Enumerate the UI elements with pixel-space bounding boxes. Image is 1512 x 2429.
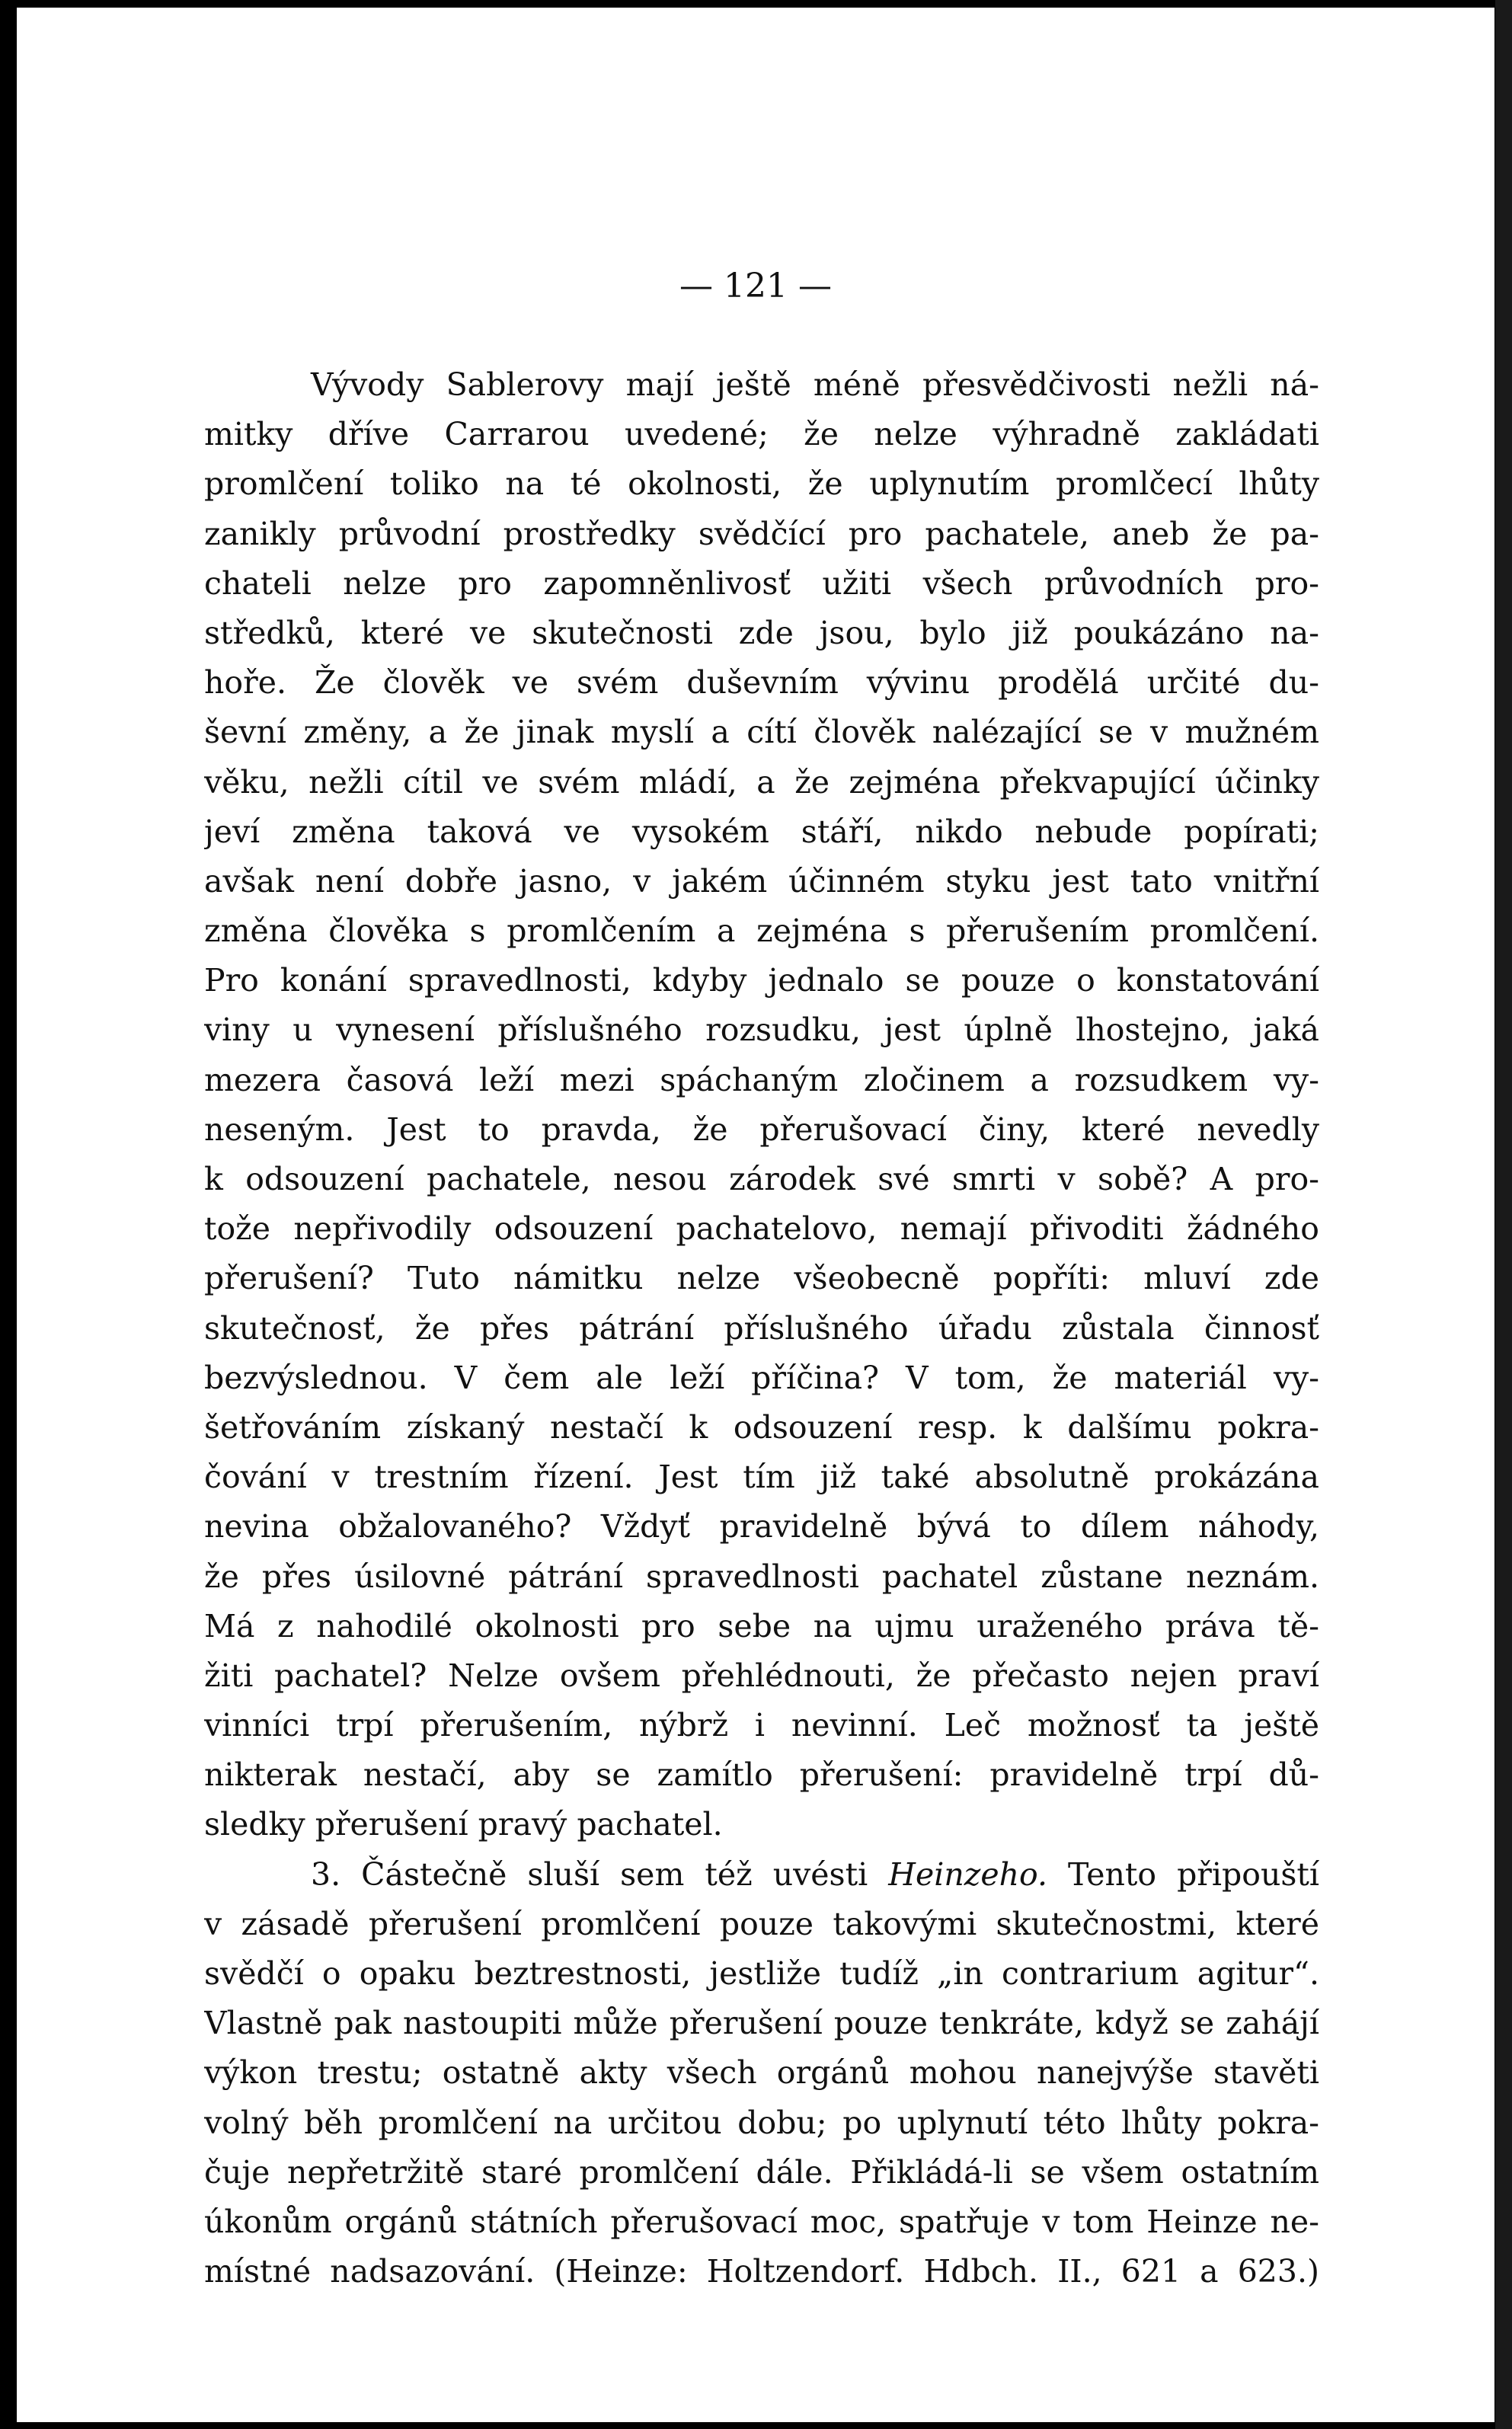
text-line: neseným. Jest to pravda, že přerušovací činy, které nevedly bbox=[204, 1111, 1319, 1148]
text-line: nikterak nestačí, aby se zamítlo přerušení: pravidelně trpí dů- bbox=[204, 1756, 1319, 1794]
text-line: věku, nežli cítil ve svém mládí, a že zejména překvapující účinky bbox=[204, 763, 1319, 801]
text-line: hoře. Že člověk ve svém duševním vývinu prodělá určité du- bbox=[204, 664, 1319, 702]
text-line: šetřováním získaný nestačí k odsouzení resp. k dalšímu pokra- bbox=[204, 1408, 1319, 1446]
text-line: žiti pachatel? Nelze ovšem přehlédnouti, že přečasto nejen praví bbox=[204, 1657, 1319, 1694]
paragraph-2-first-line bbox=[204, 1850, 1319, 1900]
text-line: výkon trestu; ostatně akty všech orgánů mohou nanejvýše stavěti bbox=[204, 2054, 1319, 2092]
text-line: změna člověka s promlčením a zejména s přerušením promlčení. bbox=[204, 912, 1319, 950]
text-line: promlčení toliko na té okolnosti, že uplynutím promlčecí lhůty bbox=[204, 465, 1319, 503]
text-line: jeví změna taková ve vysokém stáří, nikdo nebude popírati; bbox=[204, 813, 1319, 850]
text-line: bezvýslednou. V čem ale leží příčina? V tom, že materiál vy- bbox=[204, 1359, 1319, 1396]
para2-start: 3. Částečně sluší sem též uvésti bbox=[311, 1855, 889, 1893]
text-line: volný běh promlčení na určitou dobu; po uplynutí této lhůty pokra- bbox=[204, 2104, 1319, 2141]
book-page bbox=[17, 8, 1494, 2422]
text-line: v zásadě přerušení promlčení pouze takovými skutečnostmi, které bbox=[204, 1905, 1319, 1942]
text-line: Vývody Sablerovy mají ještě méně přesvědčivosti nežli ná- bbox=[311, 366, 1319, 403]
body-text bbox=[204, 360, 1319, 2296]
text-line: že přes úsilovné pátrání spravedlnosti pachatel zůstane neznám. bbox=[204, 1558, 1319, 1595]
text-line: čování v trestním řízení. Jest tím již také absolutně prokázána bbox=[204, 1459, 1319, 1496]
text-line: tože nepřivodily odsouzení pachatelovo, nemají přivoditi žádného bbox=[204, 1210, 1319, 1248]
scan-edge bbox=[1495, 0, 1512, 2429]
page-number: — 121 — bbox=[679, 267, 832, 305]
author-name-italic: Heinzeho. bbox=[888, 1855, 1048, 1893]
text-line: mezera časová leží mezi spáchaným zločinem a rozsudkem vy- bbox=[204, 1061, 1319, 1098]
text-line: přerušení? Tuto námitku nelze všeobecně popříti: mluví zde bbox=[204, 1260, 1319, 1297]
text-line: Pro konání spravedlnosti, kdyby jednalo se pouze o konstatování bbox=[204, 962, 1319, 999]
text-line: sledky přerušení pravý pachatel. bbox=[204, 1806, 723, 1843]
text-line: úkonům orgánů státních přerušovací moc, spatřuje v tom Heinze ne- bbox=[204, 2203, 1319, 2240]
para2-start-end: Tento připouští bbox=[1047, 1855, 1319, 1893]
text-line: chateli nelze pro zapomněnlivosť užiti všech průvodních pro- bbox=[204, 564, 1319, 602]
text-line: ševní změny, a že jinak myslí a cítí člověk nalézající se v mužném bbox=[204, 714, 1319, 751]
text-line: místné nadsazování. (Heinze: Holtzendorf. Hdbch. II., 621 a 623.) bbox=[204, 2253, 1319, 2290]
text-line: nevina obžalovaného? Vždyť pravidelně bývá to dílem náhody, bbox=[204, 1508, 1319, 1545]
text-line: k odsouzení pachatele, nesou zárodek své smrti v sobě? A pro- bbox=[204, 1161, 1319, 1197]
text-line: avšak není dobře jasno, v jakém účinném styku jest tato vnitřní bbox=[204, 862, 1319, 900]
text-line: vinníci trpí přerušením, nýbrž i nevinní. Leč možnosť ta ještě bbox=[204, 1707, 1319, 1744]
text-line: středků, které ve skutečnosti zde jsou, bylo již poukázáno na- bbox=[204, 614, 1319, 651]
text-line: viny u vynesení příslušného rozsudku, jest úplně lhostejno, jaká bbox=[204, 1012, 1319, 1049]
text-line: mitky dříve Carrarou uvedené; že nelze výhradně zakládati bbox=[204, 416, 1319, 453]
text-line: svědčí o opaku beztrestnosti, jestliže tudíž „in contrarium agitur“. bbox=[204, 1955, 1319, 1992]
text-line: Vlastně pak nastoupiti může přerušení pouze tenkráte, když se zahájí bbox=[204, 2005, 1319, 2042]
text-line: skutečnosť, že přes pátrání příslušného úřadu zůstala činnosť bbox=[204, 1309, 1319, 1347]
text-line: zanikly průvodní prostředky svědčící pro pachatele, aneb že pa- bbox=[204, 515, 1319, 552]
text-line: Má z nahodilé okolnosti pro sebe na ujmu uraženého práva tě- bbox=[204, 1607, 1319, 1644]
text-line: čuje nepřetržitě staré promlčení dále. Přikládá-li se všem ostatním bbox=[204, 2153, 1319, 2191]
